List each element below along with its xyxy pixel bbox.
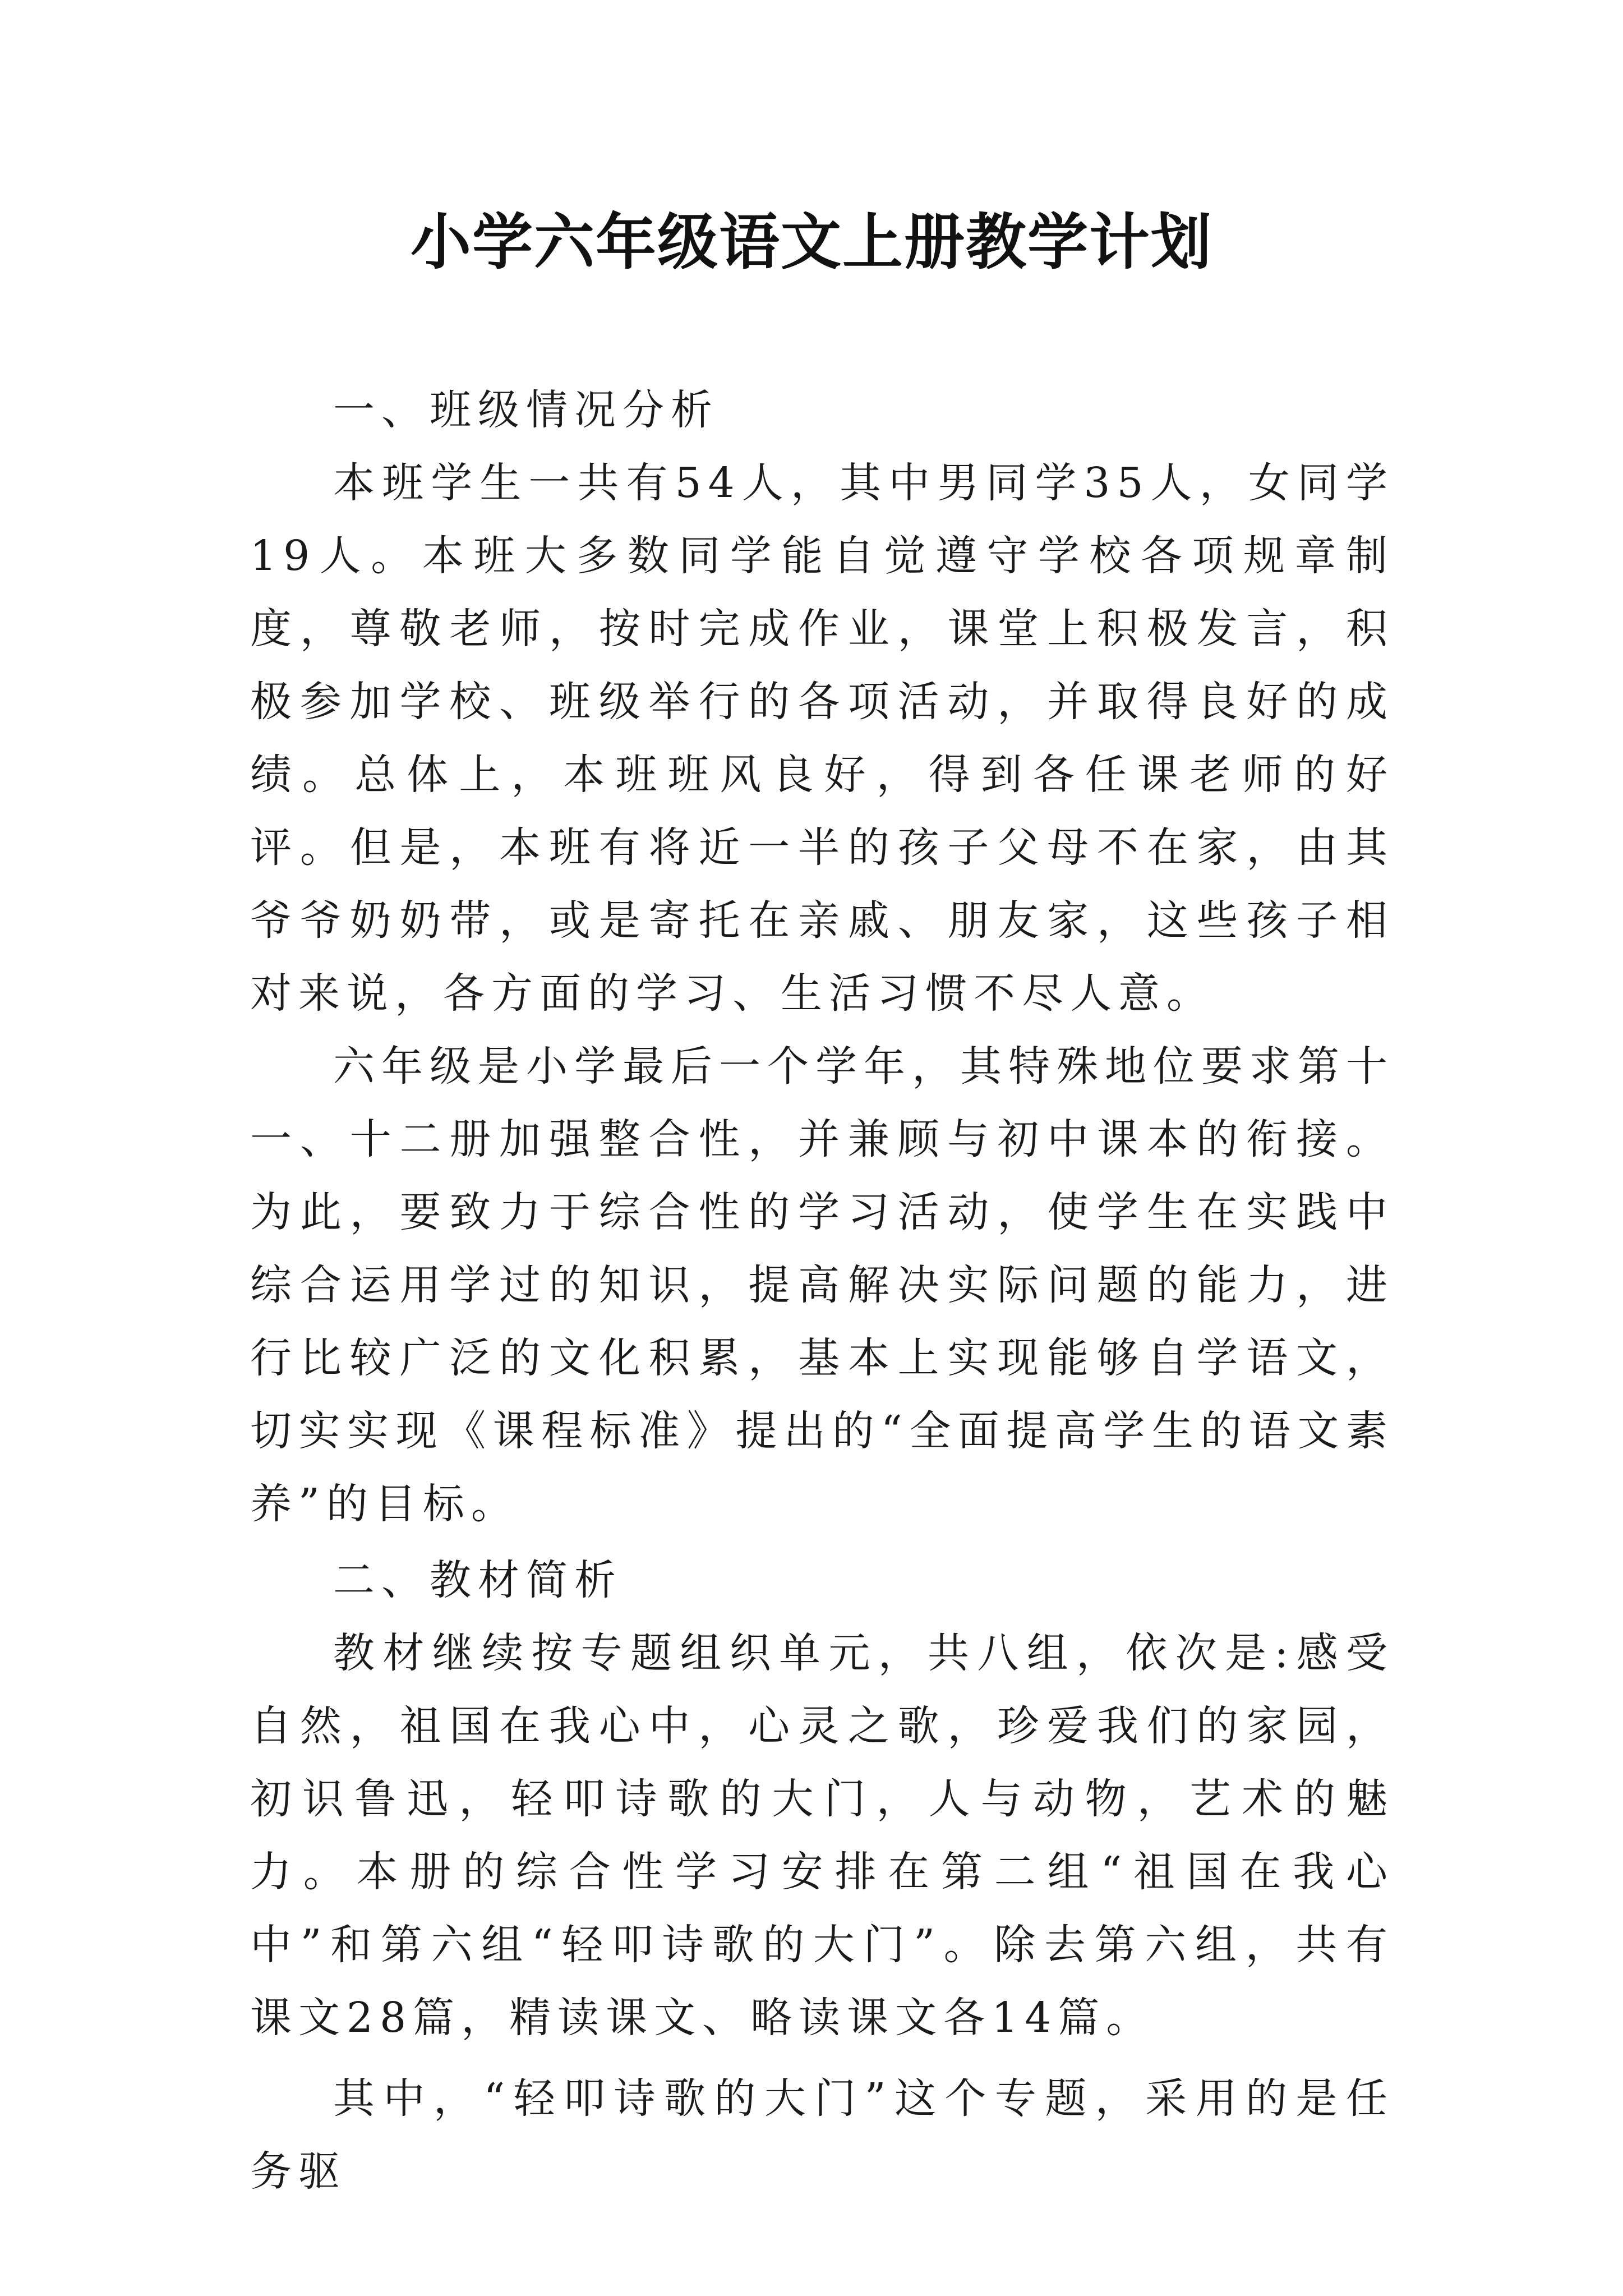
section-heading-textbook-analysis: 二、教材简析 <box>333 1556 623 1604</box>
document-body <box>250 370 1394 2208</box>
section-heading-class-analysis: 一、班级情况分析 <box>333 386 719 434</box>
paragraph-textbook-units: 教材继续按专题组织单元，共八组，依次是:感受自然，祖国在我心中，心灵之歌，珍爱我们的家园，初识鲁迅，轻叩诗歌的大门，人与动物，艺术的魅力。本册的综合性学习安排在第二组“祖国在我心中”和第六组“轻叩诗歌的大门”。除去第六组，共有课文28篇，精读课文、略读课文各14篇。 <box>250 1629 1394 2042</box>
document-title: 小学六年级语文上册教学计划 <box>410 207 1212 278</box>
paragraph-poetry-unit: 其中，“轻叩诗歌的大门”这个专题，采用的是任务驱 <box>250 2074 1394 2196</box>
paragraph-class-overview: 本班学生一共有54人，其中男同学35人，女同学19人。本班大多数同学能自觉遵守学校各项规章制度，尊敬老师，按时完成作业，课堂上积极发言，积极参加学校、班级举行的各项活动，并取得良好的成绩。总体上，本班班风良好，得到各任课老师的好评。但是，本班有将近一半的孩子父母不在家，由其爷爷奶奶带，或是寄托在亲戚、朋友家，这些孩子相对来说，各方面的学习、生活习惯不尽人意。 <box>250 459 1394 1018</box>
paragraph-grade-six-goals: 六年级是小学最后一个学年，其特殊地位要求第十一、十二册加强整合性，并兼顾与初中课本的衔接。为此，要致力于综合性的学习活动，使学生在实践中综合运用学过的知识，提高解决实际问题的能力，进行比较广泛的文化积累，基本上实现能够自学语文，切实实现《课程标准》提出的“全面提高学生的语文素养”的目标。 <box>250 1042 1394 1528</box>
